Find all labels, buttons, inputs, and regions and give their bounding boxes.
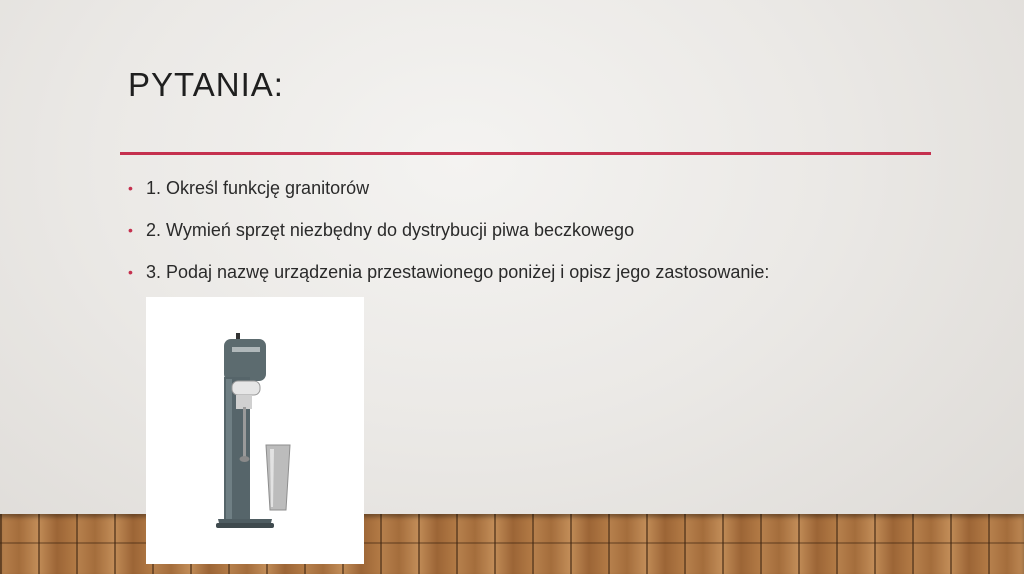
title-divider xyxy=(120,152,931,155)
bullet-icon: • xyxy=(128,180,133,196)
question-list xyxy=(128,175,769,301)
question-item-2 xyxy=(128,217,769,259)
slide-title: PYTANIA: xyxy=(128,66,284,103)
question-item-1 xyxy=(128,175,769,217)
bullet-icon: • xyxy=(128,222,133,238)
question-text: 1. Określ funkcję granitorów xyxy=(146,178,370,198)
bullet-icon: • xyxy=(128,264,133,280)
drink-mixer-icon xyxy=(146,297,364,564)
mixer-photo xyxy=(146,297,364,564)
question-text: 3. Podaj nazwę urządzenia przestawionego poniżej i opisz jego zastosowanie: xyxy=(146,262,770,282)
question-item-3 xyxy=(128,259,769,301)
question-text: 2. Wymień sprzęt niezbędny do dystrybucji piwa beczkowego xyxy=(146,220,635,240)
